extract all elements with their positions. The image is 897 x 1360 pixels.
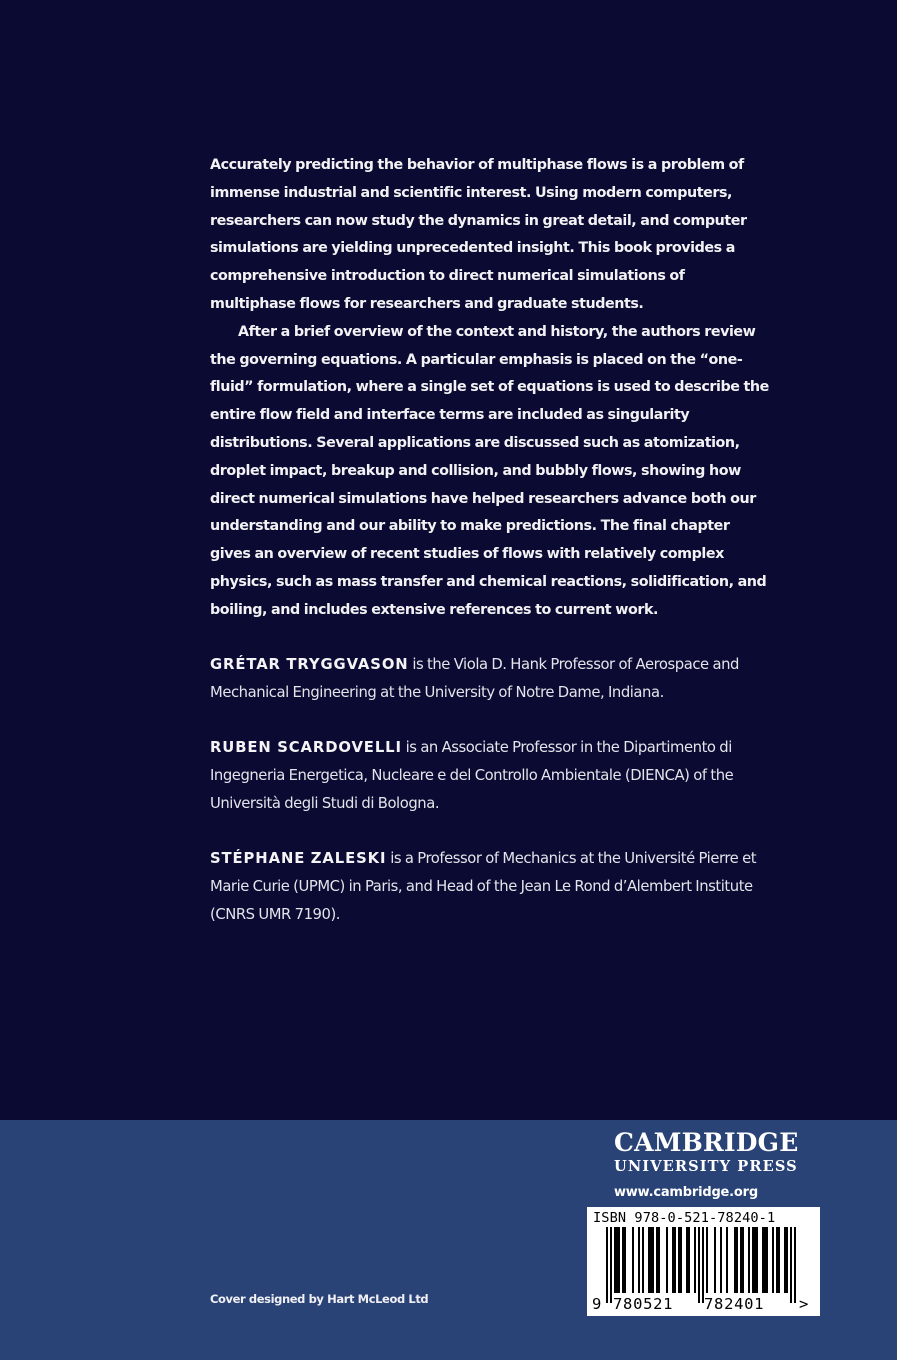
author-bio-text: is a Professor of Mechanics at the Université Pierre et Marie Curie (UPMC) in Paris, and Head of the Jean Le Rond d’Alembert Institute (CNRS UMR 7190). [210,850,757,923]
barcode-bar [618,1227,620,1293]
barcode-bar [764,1227,766,1293]
book-description [210,152,770,625]
barcode-right-digits: 782401 [704,1295,765,1313]
barcode-bar [776,1227,778,1293]
barcode-bar [720,1227,722,1293]
barcode-bar [748,1227,750,1293]
barcode-bar [694,1227,696,1293]
barcode-bar [756,1227,758,1293]
barcode-bar [736,1227,738,1293]
barcode-left-digits: 780521 [613,1295,674,1313]
barcode-guard-bar [790,1227,792,1303]
barcode-bar [638,1227,640,1293]
barcode-guard-bar [606,1227,608,1303]
description-paragraph-2: After a brief overview of the context and history, the authors review the governing equations. A particular emphasis is placed on the “one-fluid” formulation, where a single set of equations is used to describe the entire flow field and interface terms are included as singularity distributions. Several applications are discussed such as atomization, droplet impact, breakup and collision, and bubbly flows, showing how direct numerical simulations have helped researchers advance both our understanding and our ability to make predictions. The final chapter gives an overview of recent studies of flows with relatively complex physics, such as mass transfer and chemical reactions, solidification, and boiling, and includes extensive references to current work. [210,323,769,618]
barcode-bar [624,1227,626,1293]
barcode-bar [652,1227,654,1293]
publisher-logo [614,1128,824,1203]
barcode-guard-bar [610,1227,612,1303]
author-bio-tryggvason [210,651,770,707]
barcode-bar [614,1227,616,1293]
isbn-label: ISBN 978-0-521-78240-1 [593,1210,776,1226]
author-bio-zaleski [210,845,770,929]
barcode-bar [650,1227,652,1293]
barcode-bar [714,1227,716,1293]
barcode-bar [688,1227,690,1293]
barcode-bar [706,1227,708,1293]
barcode-bar [616,1227,618,1293]
barcode-bar [686,1227,688,1293]
barcode-bar [786,1227,788,1293]
barcode-bar [632,1227,634,1293]
barcode-guard-bar [698,1227,700,1303]
barcode-bar [666,1227,668,1293]
isbn-barcode [587,1207,820,1316]
barcode-bar [656,1227,658,1293]
barcode-bar [740,1227,742,1293]
barcode-bar [726,1227,728,1293]
publisher-name: CAMBRIDGE [614,1128,799,1157]
publisher-url: www.cambridge.org [614,1185,758,1200]
barcode-bar [648,1227,650,1293]
barcode-guard-bar [794,1227,796,1303]
barcode-bar [642,1227,644,1293]
barcode-lead-digit: 9 [592,1295,602,1313]
author-bio-text: is an Associate Professor in the Dipartimento di Ingegneria Energetica, Nucleare e del Controllo Ambientale (DIENCA) of the Università degli Studi di Bologna. [210,739,734,812]
barcode-bar [658,1227,660,1293]
barcode-guard-bar [702,1227,704,1303]
barcode-bar [772,1227,774,1293]
author-name: GRÉTAR TRYGGVASON [210,656,409,673]
author-bio-text: is the Viola D. Hank Professor of Aerospace and Mechanical Engineering at the University of Notre Dame, Indiana. [210,656,739,701]
barcode-bar [734,1227,736,1293]
barcode-bar [622,1227,624,1293]
author-name: STÉPHANE ZALESKI [210,850,387,867]
barcode-bar [784,1227,786,1293]
barcode-bar [766,1227,768,1293]
author-name: RUBEN SCARDOVELLI [210,739,402,756]
barcode-bar [678,1227,680,1293]
barcode-bar [778,1227,780,1293]
barcode-bar [672,1227,674,1293]
author-bio-scardovelli [210,734,770,818]
barcode-bar [762,1227,764,1293]
barcode-bar [674,1227,676,1293]
publisher-subtitle: UNIVERSITY PRESS [614,1158,798,1175]
barcode-arrow: > [799,1295,809,1313]
barcode-bar [754,1227,756,1293]
barcode-bar [752,1227,754,1293]
barcode-bar [742,1227,744,1293]
barcode-bar [680,1227,682,1293]
cover-credit: Cover designed by Hart McLeod Ltd [210,1292,429,1306]
description-paragraph-1: Accurately predicting the behavior of multiphase flows is a problem of immense industrial and scientific interest. Using modern computers, researchers can now study the dynamics in great detail, and computer simulations are yielding unprecedented insight. This book provides a comprehensive introduction to direct numerical simulations of multiphase flows for researchers and graduate students. [210,157,747,312]
